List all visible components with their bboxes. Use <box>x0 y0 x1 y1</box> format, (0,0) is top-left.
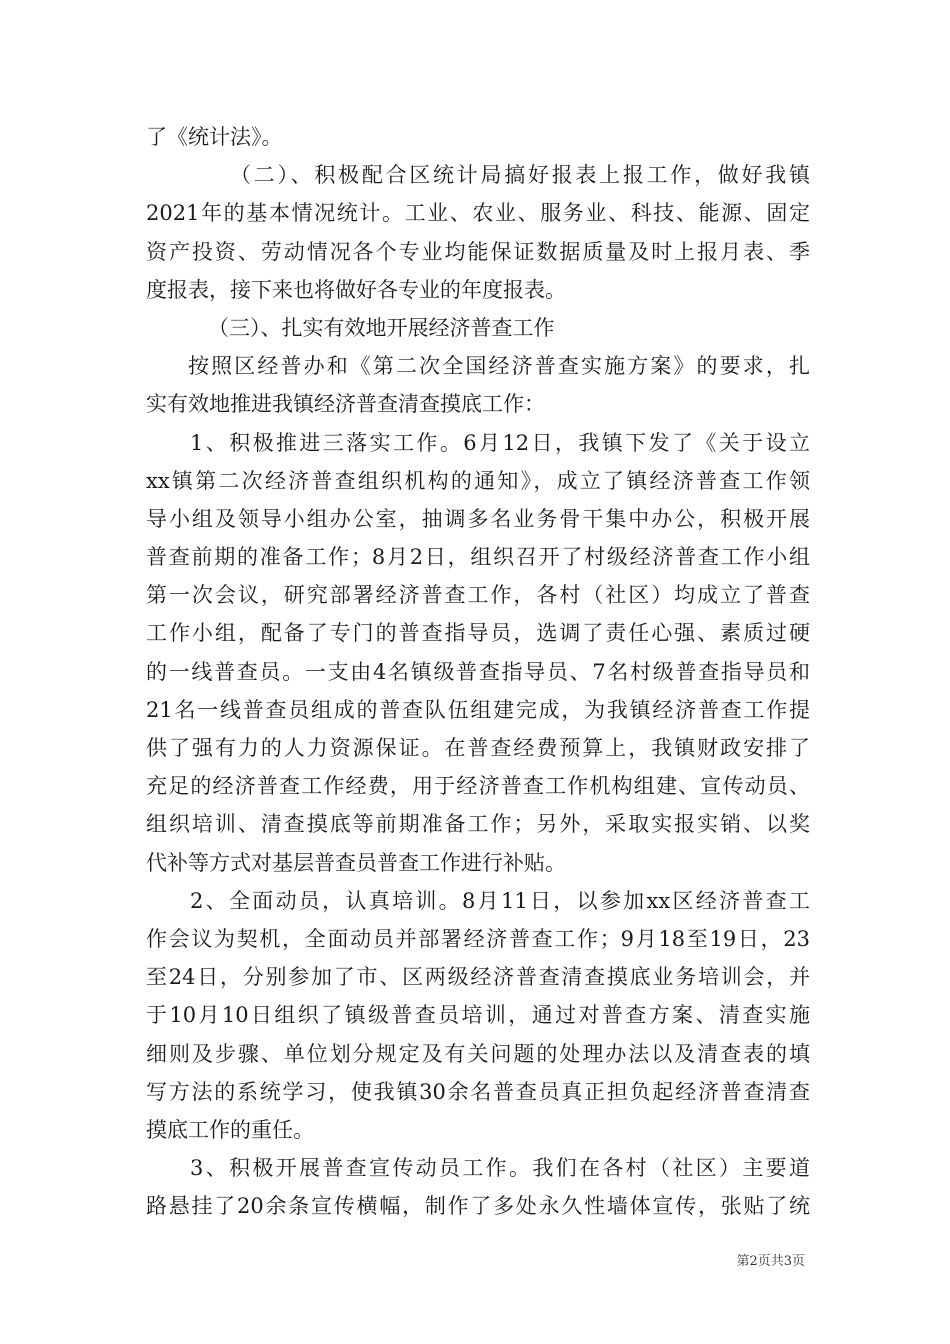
text-line: 细则及步骤、单位划分规定及有关问题的处理办法以及清查表的填 <box>146 1041 810 1066</box>
text-line: 第一次会议，研究部署经济普查工作，各村（社区）均成立了普查 <box>146 583 810 608</box>
text-line: 按照区经普办和《第二次全国经济普查实施方案》的要求，扎 <box>188 354 810 379</box>
text-line: 普查前期的准备工作；8月2日，组织召开了村级经济普查工作小组 <box>146 545 810 570</box>
text-line: 工作小组，配备了专门的普查指导员，选调了责任心强、素质过硬 <box>146 621 810 646</box>
text-line: 实有效地推进我镇经济普查清查摸底工作： <box>146 392 545 417</box>
document-body <box>146 118 810 1225</box>
text-line: xx镇第二次经济普查组织机构的通知》，成立了镇经济普查工作领 <box>146 468 810 493</box>
text-line: 度报表，接下来也将做好各专业的年度报表。 <box>146 277 566 302</box>
text-line: 导小组及领导小组办公室，抽调多名业务骨干集中办公，积极开展 <box>146 506 810 531</box>
text-line: 21名一线普查员组成的普查队伍组建完成，为我镇经济普查工作提 <box>146 697 810 722</box>
text-line: 3、积极开展普查宣传动员工作。我们在各村（社区）主要道 <box>190 1156 810 1181</box>
text-line: 充足的经济普查工作经费，用于经济普查工作机构组建、宣传动员、 <box>146 774 810 799</box>
text-line: 资产投资、劳动情况各个专业均能保证数据质量及时上报月表、季 <box>146 239 810 264</box>
text-line: 写方法的系统学习，使我镇30余名普查员真正担负起经济普查清查 <box>146 1079 810 1104</box>
text-line: 2、全面动员，认真培训。8月11日，以参加xx区经济普查工 <box>190 888 810 913</box>
text-line: 于10月10日组织了镇级普查员培训，通过对普查方案、清查实施 <box>146 1003 810 1028</box>
text-line: （三）、扎实有效地开展经济普查工作 <box>208 315 555 340</box>
text-line: 代补等方式对基层普查员普查工作进行补贴。 <box>146 850 566 875</box>
text-line: 的一线普查员。一支由4名镇级普查指导员、7名村级普查指导员和 <box>146 659 810 684</box>
text-line: 了《统计法》。 <box>146 125 283 149</box>
text-line: 至24日，分别参加了市、区两级经济普查清查摸底业务培训会，并 <box>146 965 810 990</box>
text-line: 1、积极推进三落实工作。6月12日，我镇下发了《关于设立 <box>190 430 810 455</box>
text-line: 摸底工作的重任。 <box>146 1117 314 1142</box>
text-line: 作会议为契机，全面动员并部署经济普查工作；9月18至19日，23 <box>146 926 810 951</box>
text-line: 路悬挂了20余条宣传横幅，制作了多处永久性墙体宣传，张贴了统 <box>146 1194 810 1219</box>
text-line: 组织培训、清查摸底等前期准备工作；另外，采取实报实销、以奖 <box>146 812 810 837</box>
text-line: 供了强有力的人力资源保证。在普查经费预算上，我镇财政安排了 <box>146 736 810 760</box>
page-number: 第2页共3页 <box>736 1254 805 1269</box>
text-line: （二）、积极配合区统计局搞好报表上报工作，做好我镇 <box>230 163 810 188</box>
text-line: 2021年的基本情况统计。工业、农业、服务业、科技、能源、固定 <box>146 201 810 226</box>
